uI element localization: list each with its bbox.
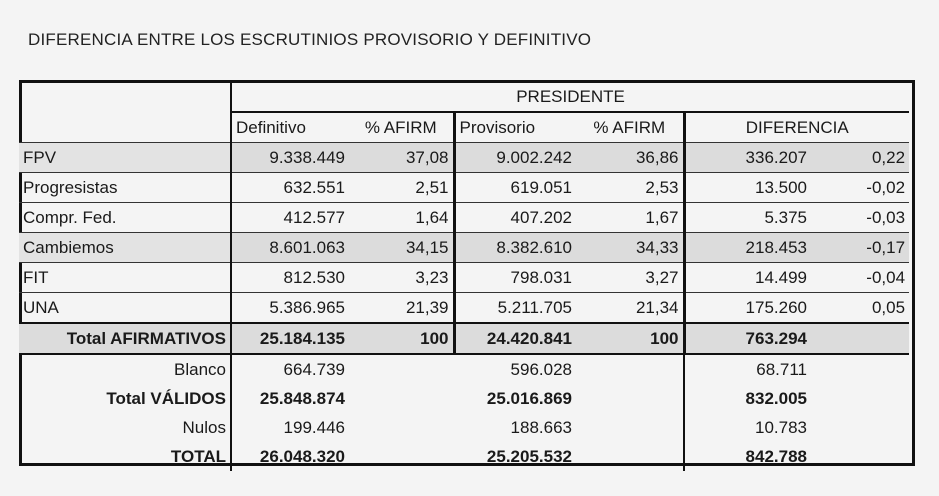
party-name: Cambiemos (19, 233, 231, 263)
definitivo-pct: 2,51 (349, 173, 454, 203)
pct-afirm-header-2: % AFIRM (593, 117, 666, 137)
diferencia-pct: -0,04 (811, 263, 909, 293)
total-validos-label: Total VÁLIDOS (19, 384, 231, 413)
blanco-provisorio: 596.028 (510, 359, 572, 379)
total-afirmativos-definitivo-pct: 100 (349, 323, 454, 354)
blanco-gap-2 (576, 354, 684, 384)
blanco-gap-3 (811, 354, 909, 384)
total-validos-provisorio: 25.016.869 (486, 388, 572, 408)
definitivo-value: 5.386.965 (231, 293, 349, 324)
provisorio-value: 619.051 (454, 173, 576, 203)
total-afirmativos-label: Total AFIRMATIVOS (19, 323, 231, 354)
diferencia-pct: 0,05 (811, 293, 909, 324)
definitivo-value: 8.601.063 (231, 233, 349, 263)
results-table (19, 82, 909, 471)
provisorio-value: 5.211.705 (454, 293, 576, 324)
table-row (19, 203, 909, 233)
definitivo-value: 812.530 (231, 263, 349, 293)
total-diferencia: 842.788 (684, 442, 811, 471)
table-row (19, 233, 909, 263)
total-afirmativos-empty (811, 323, 909, 354)
table-row (19, 293, 909, 324)
nulos-gap-2 (576, 413, 684, 442)
provisorio-value: 9.002.242 (454, 143, 576, 173)
provisorio-pct: 1,67 (576, 203, 684, 233)
party-name: Progresistas (19, 173, 231, 203)
diferencia-pct: 0,22 (811, 143, 909, 173)
provisorio-value: 407.202 (454, 203, 576, 233)
total-gap-2 (576, 442, 684, 471)
total-label: TOTAL (19, 442, 231, 471)
diferencia-header: DIFERENCIA (684, 112, 909, 143)
page-title: DIFERENCIA ENTRE LOS ESCRUTINIOS PROVISORIO Y DEFINITIVO (28, 30, 592, 49)
nulos-row (19, 413, 909, 442)
provisorio-pct: 3,27 (576, 263, 684, 293)
blanco-definitivo: 664.739 (283, 359, 345, 379)
nulos-provisorio: 188.663 (510, 417, 572, 437)
total-gap-3 (811, 442, 909, 471)
nulos-label: Nulos (19, 413, 231, 442)
validos-gap-3 (811, 384, 909, 413)
total-validos-row (19, 384, 909, 413)
provisorio-header: Provisorio (454, 112, 576, 143)
nulos-gap-3 (811, 413, 909, 442)
header-row-group (19, 82, 909, 112)
diferencia-pct: -0,02 (811, 173, 909, 203)
validos-gap-2 (576, 384, 684, 413)
total-validos-diferencia: 832.005 (684, 384, 811, 413)
total-row (19, 442, 909, 471)
definitivo-value: 412.577 (231, 203, 349, 233)
total-afirmativos-row (19, 323, 909, 354)
provisorio-pct: 2,53 (576, 173, 684, 203)
definitivo-value: 9.338.449 (231, 143, 349, 173)
diferencia-value: 13.500 (684, 173, 811, 203)
header-empty-cell (19, 82, 231, 143)
diferencia-value: 218.453 (684, 233, 811, 263)
nulos-diferencia: 10.783 (684, 413, 811, 442)
pct-afirm-header-1: % AFIRM (364, 117, 437, 137)
diferencia-pct: -0,17 (811, 233, 909, 263)
provisorio-value: 8.382.610 (454, 233, 576, 263)
diferencia-value: 5.375 (684, 203, 811, 233)
definitivo-value: 632.551 (231, 173, 349, 203)
party-name: UNA (19, 293, 231, 324)
total-afirmativos-provisorio-pct: 100 (576, 323, 684, 354)
party-name: FPV (19, 143, 231, 173)
blanco-label: Blanco (19, 354, 231, 384)
diferencia-value: 175.260 (684, 293, 811, 324)
definitivo-pct: 1,64 (349, 203, 454, 233)
definitivo-pct: 34,15 (349, 233, 454, 263)
table-row (19, 143, 909, 173)
total-gap-1 (349, 442, 454, 471)
blanco-row (19, 354, 909, 384)
definitivo-pct: 3,23 (349, 263, 454, 293)
blanco-gap-1 (349, 354, 454, 384)
table-row (19, 263, 909, 293)
table-row (19, 173, 909, 203)
total-definitivo: 26.048.320 (259, 446, 345, 466)
blanco-diferencia: 68.711 (684, 354, 811, 384)
provisorio-pct: 34,33 (576, 233, 684, 263)
definitivo-pct: 21,39 (349, 293, 454, 324)
definitivo-header: Definitivo (236, 117, 306, 137)
party-name: FIT (19, 263, 231, 293)
provisorio-pct: 36,86 (576, 143, 684, 173)
total-afirmativos-definitivo: 25.184.135 (231, 323, 349, 354)
total-afirmativos-provisorio: 24.420.841 (454, 323, 576, 354)
definitivo-pct: 37,08 (349, 143, 454, 173)
total-validos-definitivo: 25.848.874 (259, 388, 345, 408)
diferencia-value: 14.499 (684, 263, 811, 293)
total-provisorio: 25.205.532 (486, 446, 572, 466)
diferencia-value: 336.207 (684, 143, 811, 173)
nulos-definitivo: 199.446 (283, 417, 345, 437)
president-header: PRESIDENTE (231, 82, 909, 112)
provisorio-pct: 21,34 (576, 293, 684, 324)
diferencia-pct: -0,03 (811, 203, 909, 233)
provisorio-value: 798.031 (454, 263, 576, 293)
party-name: Compr. Fed. (19, 203, 231, 233)
total-afirmativos-diferencia: 763.294 (684, 323, 811, 354)
nulos-gap-1 (349, 413, 454, 442)
validos-gap-1 (349, 384, 454, 413)
